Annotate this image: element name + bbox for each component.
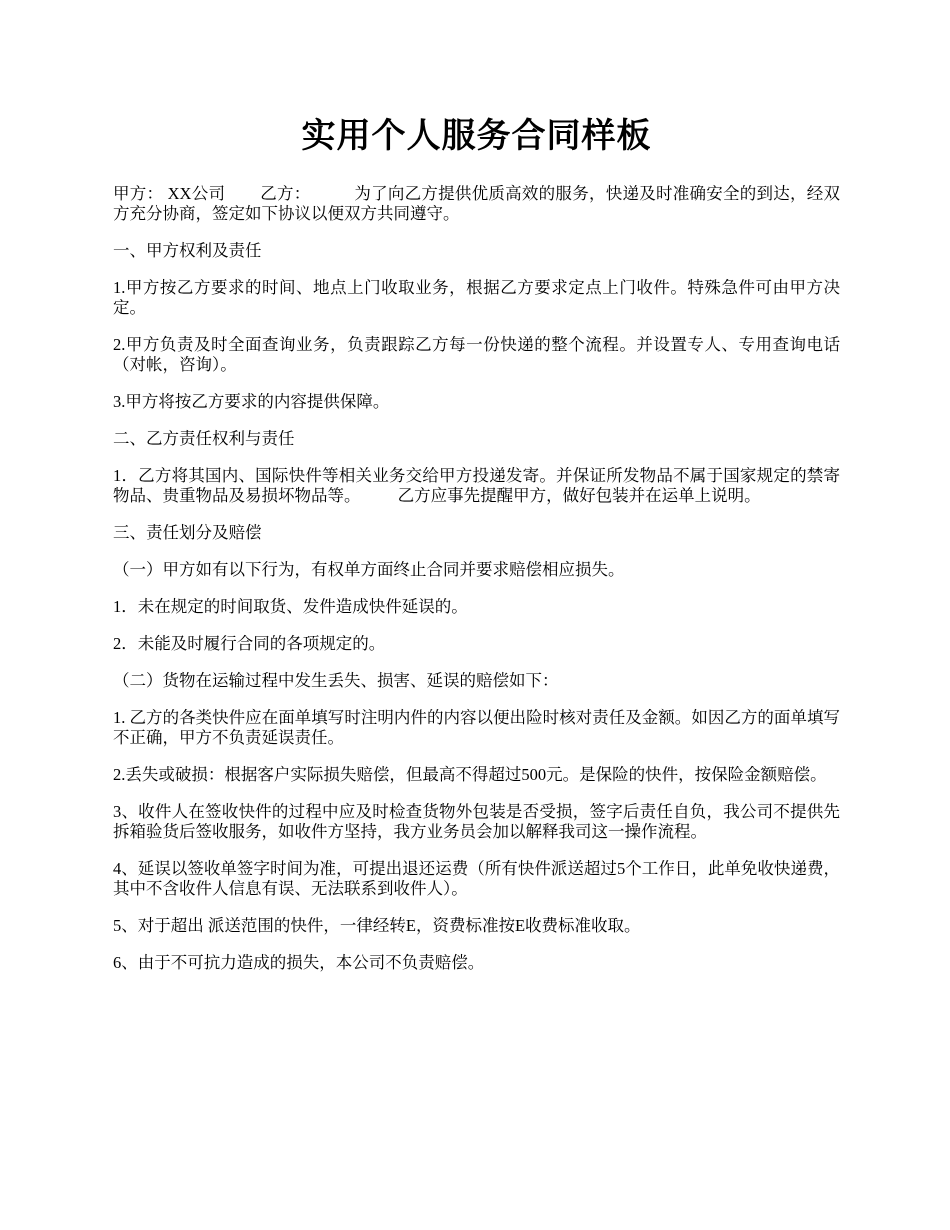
section3-subheading-1: （一）甲方如有以下行为，有权单方面终止合同并要求赔偿相应损失。 [113, 560, 625, 579]
section3-paragraph-5: 5、对于超出 派送范围的快件，一律经转E，资费标准按E收费标准收取。 [113, 916, 641, 935]
section3-item-2: 2．未能及时履行合同的各项规定的。 [113, 634, 386, 653]
section2-paragraph-1 [113, 466, 840, 506]
section1-paragraph-3: 3.甲方将按乙方要求的内容提供保障。 [113, 392, 390, 411]
section1-paragraph-1: 1.甲方按乙方要求的时间、地点上门收取业务，根据乙方要求定点上门收件。特殊急件可由甲方决定。 [113, 278, 840, 317]
section3-paragraph-2: 2.丢失或破损：根据客户实际损失赔偿，但最高不得超过500元。是保险的快件，按保险金额赔偿。 [113, 765, 827, 784]
party-a: 甲方： XX公司 [113, 184, 226, 203]
section1-heading: 一、甲方权利及责任 [113, 241, 262, 260]
section2-heading: 二、乙方责任权利与责任 [113, 429, 295, 448]
document-title: 实用个人服务合同样板 [301, 118, 652, 155]
section3-paragraph-4: 4、延误以签收单签字时间为准，可提出退还运费（所有快件派送超过5个工作日，此单免收快递费，其中不含收件人信息有误、无法联系到收件人）。 [113, 859, 840, 898]
section3-heading: 三、责任划分及赔偿 [113, 523, 262, 542]
section3-paragraph-1: 1. 乙方的各类快件应在面单填写时注明内件的内容以便出险时核对责任及金额。如因乙方的面单填写不正确，甲方不负责延误责任。 [113, 708, 840, 747]
intro-text: 为了向乙方提供优质高效的服务，快递及时准确安全的到达，经双方充分协商，签定如下协议以便双方共同遵守。 [113, 184, 841, 223]
section2-paragraph-1-part1: 1．乙方将其国内、国际快件等相关业务交给甲方投递发寄。并保证所发物品不属于国家规定的禁寄物品、贵重物品及易损坏物品等。 [113, 466, 840, 505]
section1-paragraph-2: 2.甲方负责及时全面查询业务，负责跟踪乙方每一份快递的整个流程。并设置专人、专用查询电话（对帐，咨询）。 [113, 335, 840, 374]
section3-paragraph-6: 6、由于不可抗力造成的损失，本公司不负责赔偿。 [113, 953, 485, 972]
document-page [113, 112, 840, 990]
section3-subheading-2: （二）货物在运输过程中发生丢失、损害、延误的赔偿如下： [113, 671, 559, 690]
section2-paragraph-1-part2: 乙方应事先提醒甲方，做好包装并在运单上说明。 [397, 486, 761, 505]
party-b: 乙方： [260, 184, 311, 203]
intro-paragraph [113, 184, 840, 224]
section3-paragraph-3: 3、收件人在签收快件的过程中应及时检查货物外包装是否受损，签字后责任自负，我公司不提供先拆箱验货后签收服务，如收件方坚持，我方业务员会加以解释我司这一操作流程。 [113, 802, 840, 841]
section3-item-1: 1．未在规定的时间取货、发件造成快件延误的。 [113, 597, 468, 616]
